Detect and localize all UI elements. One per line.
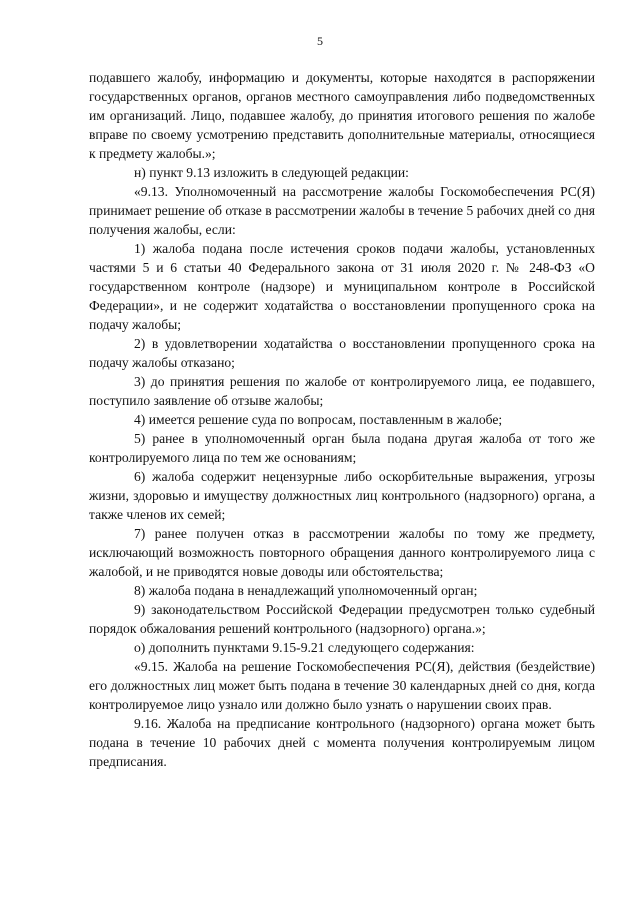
paragraph-subitem-8: 8) жалоба подана в ненадлежащий уполномоченный орган;	[134, 583, 478, 598]
paragraph-subitem-5: 5) ранее в уполномоченный орган была подана другая жалоба от того же контролируемого лица по тем же основаниям;	[89, 431, 595, 465]
paragraph-subitem-7: 7) ранее получен отказ в рассмотрении жалобы по тому же предмету, исключающий возможность повторного обращения данного контролируемого лица с жалобой, и не приводятся новые доводы или обстоятельства;	[89, 526, 595, 579]
paragraph-9-13: «9.13. Уполномоченный на рассмотрение жалобы Госкомобеспечения РС(Я) принимает решение об отказе в рассмотрении жалобы в течение 5 рабочих дней со дня получения жалобы, если:	[89, 184, 595, 237]
paragraph-subitem-3: 3) до принятия решения по жалобе от контролируемого лица, ее подавшего, поступило заявление об отзыве жалобы;	[89, 374, 595, 408]
page-number: 5	[317, 34, 323, 48]
paragraph-subitem-9: 9) законодательством Российской Федерации предусмотрен только судебный порядок обжалования решений контрольного (надзорного) органа.»;	[89, 602, 595, 636]
document-body	[89, 68, 595, 771]
paragraph-subitem-4: 4) имеется решение суда по вопросам, поставленным в жалобе;	[134, 412, 503, 427]
paragraph-subitem-1: 1) жалоба подана после истечения сроков подачи жалобы, установленных частями 5 и 6 статьи 40 Федерального закона от 31 июля 2020 г. № 248-ФЗ «О государственном контроле (надзоре) и муниципальном контроле в Российской Федерации», и не содержит ходатайства о восстановлении пропущенного срока на подачу жалобы;	[89, 241, 595, 332]
paragraph-9-15: «9.15. Жалоба на решение Госкомобеспечения РС(Я), действия (бездействие) его должностных лиц может быть подана в течение 30 календарных дней со дня, когда контролируемое лицо узнало или должно было узнать о нарушении своих прав.	[89, 659, 595, 712]
paragraph-continuation: подавшего жалобу, информацию и документы, которые находятся в распоряжении государственных органов, органов местного самоуправления либо подведомственных им организаций. Лицо, подавшее жалобу, до принятия итогового решения по жалобе вправе по своему усмотрению представить дополнительные материалы, относящиеся к предмету жалобы.»;	[89, 70, 595, 161]
paragraph-subitem-6: 6) жалоба содержит нецензурные либо оскорбительные выражения, угрозы жизни, здоровью и имуществу должностных лиц контрольного (надзорного) органа, а также членов их семей;	[89, 469, 595, 522]
paragraph-9-16: 9.16. Жалоба на предписание контрольного (надзорного) органа может быть подана в течение 10 рабочих дней с момента получения контролируемым лицом предписания.	[89, 716, 595, 769]
paragraph-subitem-2: 2) в удовлетворении ходатайства о восстановлении пропущенного срока на подачу жалобы отказано;	[89, 336, 595, 370]
paragraph-item-o: о) дополнить пунктами 9.15-9.21 следующего содержания:	[134, 640, 475, 655]
paragraph-item-n: н) пункт 9.13 изложить в следующей редакции:	[134, 165, 409, 180]
